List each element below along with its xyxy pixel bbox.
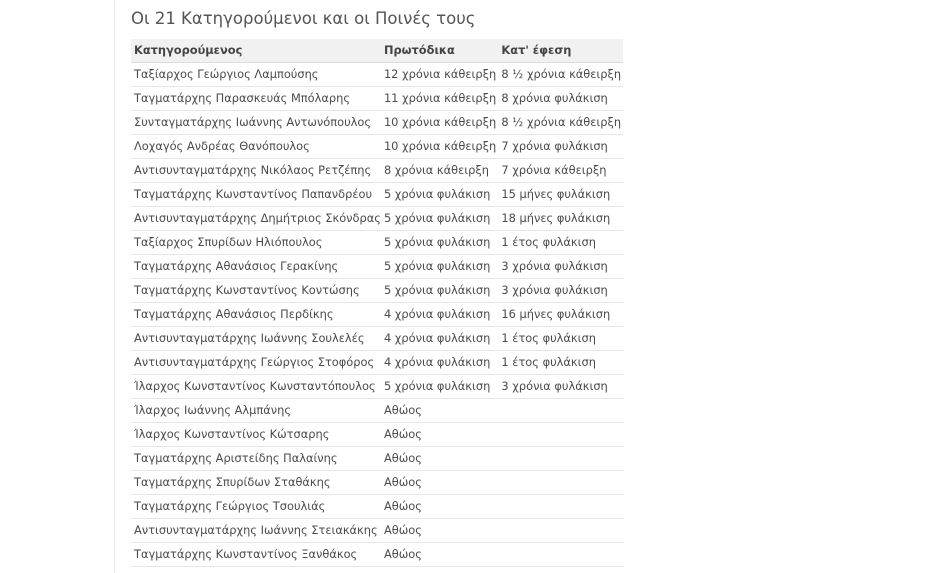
appeal-cell: 8 ½ χρόνια κάθειρξη (498, 111, 623, 135)
table-row (131, 159, 623, 183)
table-row (131, 183, 623, 207)
first-instance-cell: 8 χρόνια κάθειρξη (381, 159, 498, 183)
defendant-cell: Ίλαρχος Κωνσταντίνος Κώτσαρης (131, 423, 381, 447)
appeal-cell: 8 ½ χρόνια κάθειρξη (498, 63, 623, 87)
table-row (131, 543, 623, 567)
defendant-cell: Ταξίαρχος Σπυρίδων Ηλιόπουλος (131, 231, 381, 255)
table-row (131, 255, 623, 279)
first-instance-cell: Αθώος (381, 399, 498, 423)
appeal-cell: 1 έτος φυλάκιση (498, 231, 623, 255)
defendant-cell: Ταγματάρχης Κωνσταντίνος Ξανθάκος (131, 543, 381, 567)
appeal-cell (498, 447, 623, 471)
defendant-cell: Ταγματάρχης Κωνσταντίνος Παπανδρέου (131, 183, 381, 207)
appeal-cell (498, 399, 623, 423)
appeal-cell: 18 μήνες φυλάκιση (498, 207, 623, 231)
appeal-cell (498, 543, 623, 567)
defendant-cell: Ταγματάρχης Κωνσταντίνος Κοντώσης (131, 279, 381, 303)
first-instance-cell: Αθώος (381, 543, 498, 567)
table-row (131, 375, 623, 399)
table-row (131, 63, 623, 87)
defendant-cell: Ταγματάρχης Αριστείδης Παλαίνης (131, 447, 381, 471)
table-row (131, 111, 623, 135)
first-instance-cell: 5 χρόνια φυλάκιση (381, 207, 498, 231)
appeal-cell: 7 χρόνια φυλάκιση (498, 135, 623, 159)
table-row (131, 351, 623, 375)
table-row (131, 87, 623, 111)
appeal-cell: 3 χρόνια φυλάκιση (498, 375, 623, 399)
first-instance-cell: 10 χρόνια κάθειρξη (381, 111, 498, 135)
first-instance-cell: 4 χρόνια φυλάκιση (381, 303, 498, 327)
appeal-cell: 3 χρόνια φυλάκιση (498, 279, 623, 303)
appeal-cell: 8 χρόνια φυλάκιση (498, 87, 623, 111)
defendant-cell: Ταξίαρχος Γεώργιος Λαμπούσης (131, 63, 381, 87)
defendant-cell: Ταγματάρχης Παρασκευάς Μπόλαρης (131, 87, 381, 111)
table-row (131, 399, 623, 423)
defendant-cell: Ταγματάρχης Σπυρίδων Σταθάκης (131, 471, 381, 495)
defendant-cell: Αντισυνταγματάρχης Ιωάννης Σουλελές (131, 327, 381, 351)
defendant-cell: Ταγματάρχης Αθανάσιος Γερακίνης (131, 255, 381, 279)
first-instance-cell: 10 χρόνια κάθειρξη (381, 135, 498, 159)
appeal-cell: 16 μήνες φυλάκιση (498, 303, 623, 327)
first-instance-cell: Αθώος (381, 519, 498, 543)
appeal-cell (498, 519, 623, 543)
table-row (131, 231, 623, 255)
first-instance-cell: 4 χρόνια φυλάκιση (381, 351, 498, 375)
table-row (131, 327, 623, 351)
defendant-cell: Ταγματάρχης Αθανάσιος Περδίκης (131, 303, 381, 327)
column-header-defendant: Κατηγορούμενος (131, 39, 381, 63)
appeal-cell: 1 έτος φυλάκιση (498, 351, 623, 375)
article-content (114, 0, 930, 573)
table-row (131, 471, 623, 495)
table-header-row (131, 39, 623, 63)
appeal-cell (498, 423, 623, 447)
first-instance-cell: 5 χρόνια φυλάκιση (381, 375, 498, 399)
table-row (131, 135, 623, 159)
first-instance-cell: Αθώος (381, 447, 498, 471)
table-row (131, 279, 623, 303)
first-instance-cell: 4 χρόνια φυλάκιση (381, 327, 498, 351)
first-instance-cell: 5 χρόνια φυλάκιση (381, 183, 498, 207)
table-row (131, 207, 623, 231)
first-instance-cell: Αθώος (381, 423, 498, 447)
appeal-cell: 7 χρόνια κάθειρξη (498, 159, 623, 183)
appeal-cell: 15 μήνες φυλάκιση (498, 183, 623, 207)
table-row (131, 447, 623, 471)
table-body (131, 63, 623, 567)
appeal-cell: 3 χρόνια φυλάκιση (498, 255, 623, 279)
table-row (131, 303, 623, 327)
defendant-cell: Αντισυνταγματάρχης Δημήτριος Σκόνδρας (131, 207, 381, 231)
defendant-cell: Αντισυνταγματάρχης Ιωάννης Στειακάκης (131, 519, 381, 543)
defendant-cell: Ταγματάρχης Γεώργιος Τσουλιάς (131, 495, 381, 519)
column-header-appeal: Κατ' έφεση (498, 39, 623, 63)
defendant-cell: Λοχαγός Ανδρέας Θανόπουλος (131, 135, 381, 159)
table-row (131, 495, 623, 519)
first-instance-cell: Αθώος (381, 471, 498, 495)
appeal-cell: 1 έτος φυλάκιση (498, 327, 623, 351)
first-instance-cell: 5 χρόνια φυλάκιση (381, 255, 498, 279)
table-row (131, 519, 623, 543)
defendant-cell: Συνταγματάρχης Ιωάννης Αντωνόπουλος (131, 111, 381, 135)
defendant-cell: Ίλαρχος Ιωάννης Αλμπάνης (131, 399, 381, 423)
table-title: Οι 21 Κατηγορούμενοι και οι Ποινές τους (131, 9, 476, 28)
appeal-cell (498, 471, 623, 495)
first-instance-cell: 12 χρόνια κάθειρξη (381, 63, 498, 87)
first-instance-cell: 11 χρόνια κάθειρξη (381, 87, 498, 111)
defendant-cell: Ίλαρχος Κωνσταντίνος Κωνσταντόπουλος (131, 375, 381, 399)
first-instance-cell: 5 χρόνια φυλάκιση (381, 231, 498, 255)
first-instance-cell: Αθώος (381, 495, 498, 519)
column-header-first-instance: Πρωτόδικα (381, 39, 498, 63)
verdicts-table (131, 39, 623, 567)
defendant-cell: Αντισυνταγματάρχης Γεώργιος Στοφόρος (131, 351, 381, 375)
defendant-cell: Αντισυνταγματάρχης Νικόλαος Ρετζέπης (131, 159, 381, 183)
appeal-cell (498, 495, 623, 519)
table-row (131, 423, 623, 447)
first-instance-cell: 5 χρόνια φυλάκιση (381, 279, 498, 303)
